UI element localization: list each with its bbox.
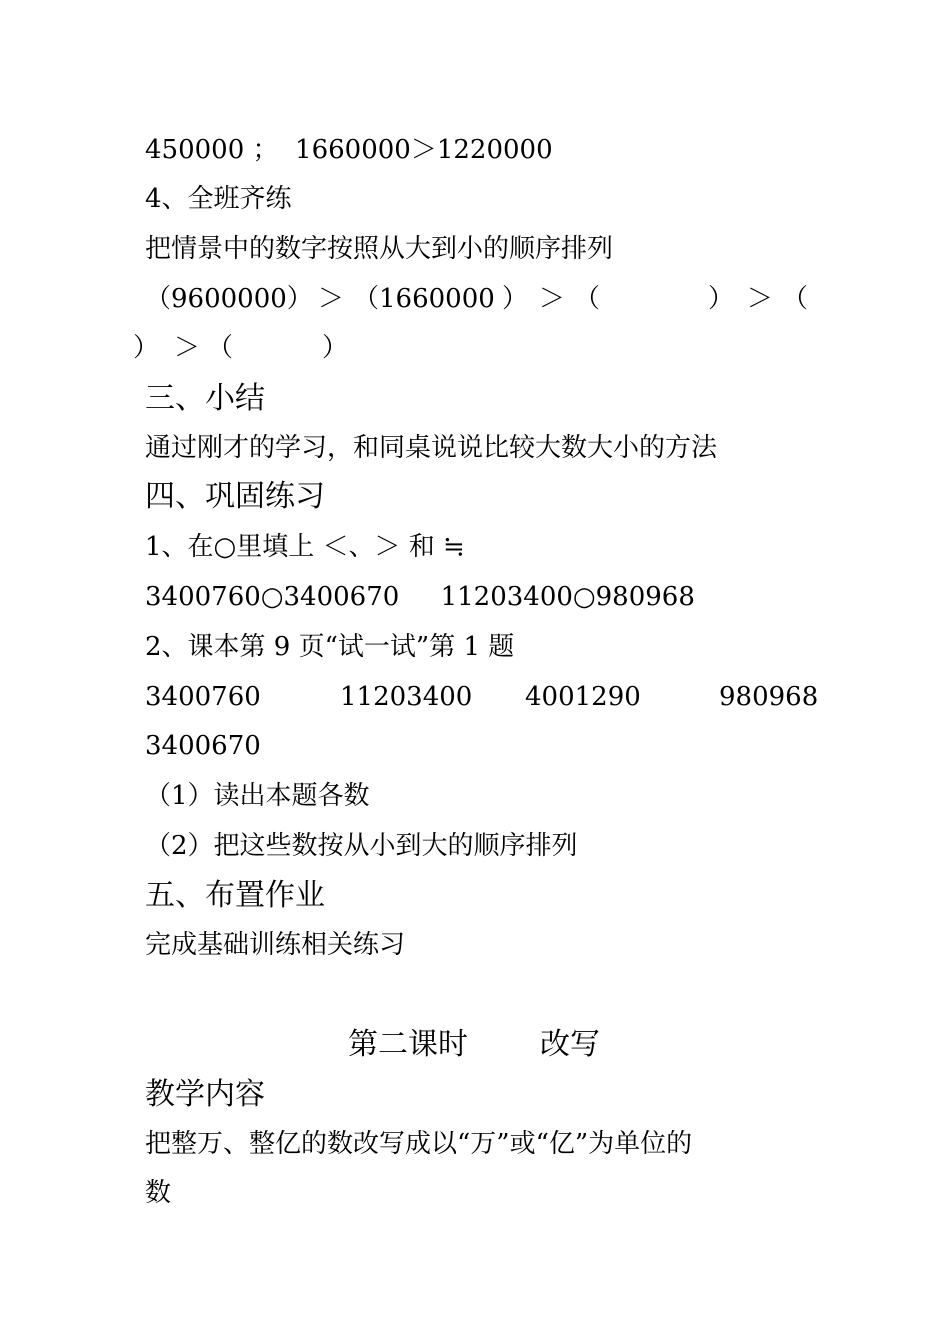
text-line: 450000 ； 1660000＞1220000 xyxy=(145,135,553,165)
number-value: 3400670 xyxy=(145,731,261,761)
greater-than-sign: ＞ xyxy=(174,333,201,363)
ordering-blank-close: ） xyxy=(322,333,349,363)
text-line: 把情景中的数字按照从大到小的顺序排列 xyxy=(145,234,614,264)
text-line: 通过刚才的学习，和同桌说说比较大数大小的方法 xyxy=(145,433,718,463)
text-line: 数 xyxy=(145,1178,172,1208)
text-line: 完成基础训练相关练习 xyxy=(145,930,406,960)
section-heading: 三、小结 xyxy=(145,381,265,416)
sub-item: （1）读出本题各数 xyxy=(145,781,370,811)
ordering-blank: （1660000 xyxy=(353,284,495,314)
number-value: 11203400 xyxy=(340,682,473,712)
greater-than-sign: ＞ xyxy=(747,284,774,314)
lesson-number: 第二课时 xyxy=(348,1027,468,1062)
ordering-blank-open: （ xyxy=(207,333,234,363)
ordering-blank: （9600000） xyxy=(145,284,313,314)
ordering-blank-close: ） xyxy=(502,284,529,314)
section-heading: 教学内容 xyxy=(145,1077,265,1112)
comparison-exercise: 3400760○3400670 11203400○980968 xyxy=(145,582,695,612)
ordering-blank-open: （ xyxy=(782,284,809,314)
ordering-blank-open: （ xyxy=(574,284,601,314)
lesson-topic: 改写 xyxy=(540,1027,600,1062)
greater-than-sign: ＞ xyxy=(318,284,345,314)
item-heading: 2、课本第 9 页“试一试”第 1 题 xyxy=(145,632,515,662)
number-value: 4001290 xyxy=(525,682,641,712)
sub-item: （2）把这些数按从小到大的顺序排列 xyxy=(145,831,578,861)
ordering-blank-close: ） xyxy=(133,333,160,363)
greater-than-sign: ＞ xyxy=(539,284,566,314)
section-heading: 四、巩固练习 xyxy=(145,479,325,514)
number-value: 980968 xyxy=(719,682,819,712)
number-value: 3400760 xyxy=(145,682,261,712)
text-line: 把整万、整亿的数改写成以“万”或“亿”为单位的 xyxy=(145,1129,693,1159)
item-heading: 4、全班齐练 xyxy=(145,184,292,214)
item-heading: 1、在○里填上 ＜、＞ 和 ≒ xyxy=(145,532,465,562)
ordering-blank-close: ） xyxy=(708,284,735,314)
section-heading: 五、布置作业 xyxy=(145,878,325,913)
